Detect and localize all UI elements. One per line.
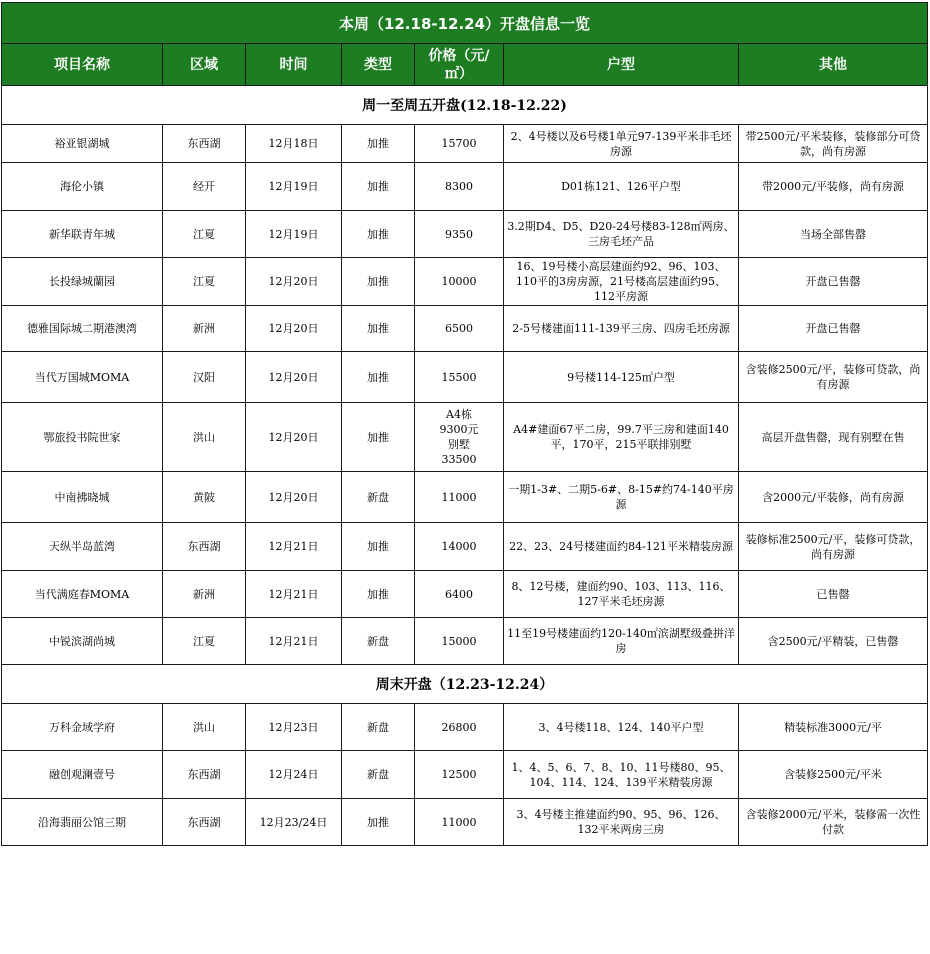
project-name-cell: 融创观澜壹号	[2, 751, 163, 799]
project-name-cell: 新华联青年城	[2, 211, 163, 258]
table-title: 本周（12.18-12.24）开盘信息一览	[2, 3, 928, 44]
notes-cell: 精装标准3000元/平	[739, 704, 928, 751]
district-cell: 洪山	[163, 403, 246, 472]
table-row	[2, 751, 928, 799]
layout-cell: 3、4号楼主推建面约90、95、96、126、132平米两房三房	[504, 799, 739, 846]
project-name-cell: 德雅国际城二期港澳湾	[2, 306, 163, 352]
district-cell: 东西湖	[163, 751, 246, 799]
project-name-cell: 沿海翡丽公馆三期	[2, 799, 163, 846]
notes-cell: 含装修2000元/平米，装修需一次性付款	[739, 799, 928, 846]
date-cell: 12月24日	[246, 751, 342, 799]
layout-cell: 16、19号楼小高层建面约92、96、103、110平的3房房源，21号楼高层建面约95、112平房源	[504, 258, 739, 306]
price-cell: A4栋 9300元 别墅 33500	[415, 403, 504, 472]
layout-cell: 9号楼114-125㎡户型	[504, 352, 739, 403]
col-price-header: 价格（元/㎡）	[415, 44, 504, 86]
date-cell: 12月18日	[246, 125, 342, 163]
notes-cell: 开盘已售罄	[739, 258, 928, 306]
type-cell: 加推	[342, 125, 415, 163]
table-row	[2, 163, 928, 211]
section-label: 周末开盘（12.23-12.24）	[2, 665, 928, 704]
date-cell: 12月23日	[246, 704, 342, 751]
notes-cell: 含装修2500元/平，装修可贷款，尚有房源	[739, 352, 928, 403]
notes-cell: 当场全部售罄	[739, 211, 928, 258]
table-row	[2, 403, 928, 472]
notes-cell: 装修标准2500元/平，装修可贷款，尚有房源	[739, 523, 928, 571]
type-cell: 加推	[342, 523, 415, 571]
notes-cell: 含装修2500元/平米	[739, 751, 928, 799]
project-name-cell: 万科金域学府	[2, 704, 163, 751]
table-row	[2, 618, 928, 665]
district-cell: 东西湖	[163, 799, 246, 846]
header-row	[2, 44, 928, 86]
layout-cell: 3.2期D4、D5、D20-24号楼83-128㎡两房、三房毛坯产品	[504, 211, 739, 258]
price-cell: 12500	[415, 751, 504, 799]
price-cell: 9350	[415, 211, 504, 258]
layout-cell: A4#建面67平二房，99.7平三房和建面140平，170平，215平联排别墅	[504, 403, 739, 472]
notes-cell: 已售罄	[739, 571, 928, 618]
table-row	[2, 258, 928, 306]
type-cell: 新盘	[342, 751, 415, 799]
type-cell: 加推	[342, 352, 415, 403]
price-cell: 11000	[415, 472, 504, 523]
district-cell: 新洲	[163, 306, 246, 352]
date-cell: 12月20日	[246, 258, 342, 306]
date-cell: 12月19日	[246, 211, 342, 258]
section-row	[2, 86, 928, 125]
table-row	[2, 571, 928, 618]
layout-cell: 3、4号楼118、124、140平户型	[504, 704, 739, 751]
layout-cell: 2、4号楼以及6号楼1单元97-139平米非毛坯房源	[504, 125, 739, 163]
date-cell: 12月23/24日	[246, 799, 342, 846]
layout-cell: 2-5号楼建面111-139平三房、四房毛坯房源	[504, 306, 739, 352]
district-cell: 东西湖	[163, 125, 246, 163]
notes-cell: 高层开盘售罄，现有别墅在售	[739, 403, 928, 472]
price-cell: 15500	[415, 352, 504, 403]
district-cell: 江夏	[163, 258, 246, 306]
table-row	[2, 472, 928, 523]
type-cell: 加推	[342, 571, 415, 618]
notes-cell: 含2000元/平装修，尚有房源	[739, 472, 928, 523]
project-name-cell: 鄂旅投书院世家	[2, 403, 163, 472]
date-cell: 12月19日	[246, 163, 342, 211]
table-row	[2, 211, 928, 258]
date-cell: 12月21日	[246, 571, 342, 618]
type-cell: 加推	[342, 211, 415, 258]
col-type-header: 类型	[342, 44, 415, 86]
district-cell: 江夏	[163, 211, 246, 258]
layout-cell: D01栋121、126平户型	[504, 163, 739, 211]
date-cell: 12月21日	[246, 618, 342, 665]
type-cell: 新盘	[342, 704, 415, 751]
price-cell: 15000	[415, 618, 504, 665]
type-cell: 加推	[342, 403, 415, 472]
table-row	[2, 523, 928, 571]
project-name-cell: 中南拂晓城	[2, 472, 163, 523]
date-cell: 12月20日	[246, 352, 342, 403]
price-cell: 11000	[415, 799, 504, 846]
table-row	[2, 704, 928, 751]
project-name-cell: 裕亚银湖城	[2, 125, 163, 163]
type-cell: 加推	[342, 306, 415, 352]
price-cell: 26800	[415, 704, 504, 751]
col-notes-header: 其他	[739, 44, 928, 86]
type-cell: 新盘	[342, 472, 415, 523]
notes-cell: 带2500元/平米装修，装修部分可贷款，尚有房源	[739, 125, 928, 163]
project-name-cell: 当代万国城MOMA	[2, 352, 163, 403]
district-cell: 经开	[163, 163, 246, 211]
date-cell: 12月21日	[246, 523, 342, 571]
listing-sheet	[1, 2, 927, 846]
district-cell: 新洲	[163, 571, 246, 618]
layout-cell: 1、4、5、6、7、8、10、11号楼80、95、104、114、124、139平米精装房源	[504, 751, 739, 799]
project-name-cell: 当代满庭春MOMA	[2, 571, 163, 618]
project-name-cell: 海伦小镇	[2, 163, 163, 211]
project-name-cell: 长投绿城蘭园	[2, 258, 163, 306]
listing-table	[1, 2, 928, 846]
type-cell: 加推	[342, 163, 415, 211]
price-cell: 14000	[415, 523, 504, 571]
type-cell: 新盘	[342, 618, 415, 665]
col-date-header: 时间	[246, 44, 342, 86]
notes-cell: 带2000元/平装修，尚有房源	[739, 163, 928, 211]
table-row	[2, 125, 928, 163]
date-cell: 12月20日	[246, 306, 342, 352]
type-cell: 加推	[342, 799, 415, 846]
table-row	[2, 799, 928, 846]
project-name-cell: 中锐滨湖尚城	[2, 618, 163, 665]
layout-cell: 22、23、24号楼建面约84-121平米精装房源	[504, 523, 739, 571]
price-cell: 6500	[415, 306, 504, 352]
section-label: 周一至周五开盘(12.18-12.22)	[2, 86, 928, 125]
price-cell: 6400	[415, 571, 504, 618]
notes-cell: 含2500元/平精装，已售罄	[739, 618, 928, 665]
date-cell: 12月20日	[246, 472, 342, 523]
col-district-header: 区域	[163, 44, 246, 86]
table-row	[2, 352, 928, 403]
table-row	[2, 306, 928, 352]
col-project-name-header: 项目名称	[2, 44, 163, 86]
project-name-cell: 天纵半岛蓝湾	[2, 523, 163, 571]
notes-cell: 开盘已售罄	[739, 306, 928, 352]
district-cell: 东西湖	[163, 523, 246, 571]
district-cell: 汉阳	[163, 352, 246, 403]
table-body	[2, 86, 928, 846]
type-cell: 加推	[342, 258, 415, 306]
price-cell: 15700	[415, 125, 504, 163]
price-cell: 10000	[415, 258, 504, 306]
col-layout-header: 户型	[504, 44, 739, 86]
price-cell: 8300	[415, 163, 504, 211]
layout-cell: 8、12号楼，建面约90、103、113、116、127平米毛坯房源	[504, 571, 739, 618]
district-cell: 洪山	[163, 704, 246, 751]
date-cell: 12月20日	[246, 403, 342, 472]
district-cell: 江夏	[163, 618, 246, 665]
layout-cell: 11至19号楼建面约120-140㎡滨湖墅级叠拼洋房	[504, 618, 739, 665]
section-row	[2, 665, 928, 704]
layout-cell: 一期1-3#、二期5-6#、8-15#约74-140平房源	[504, 472, 739, 523]
district-cell: 黄陂	[163, 472, 246, 523]
